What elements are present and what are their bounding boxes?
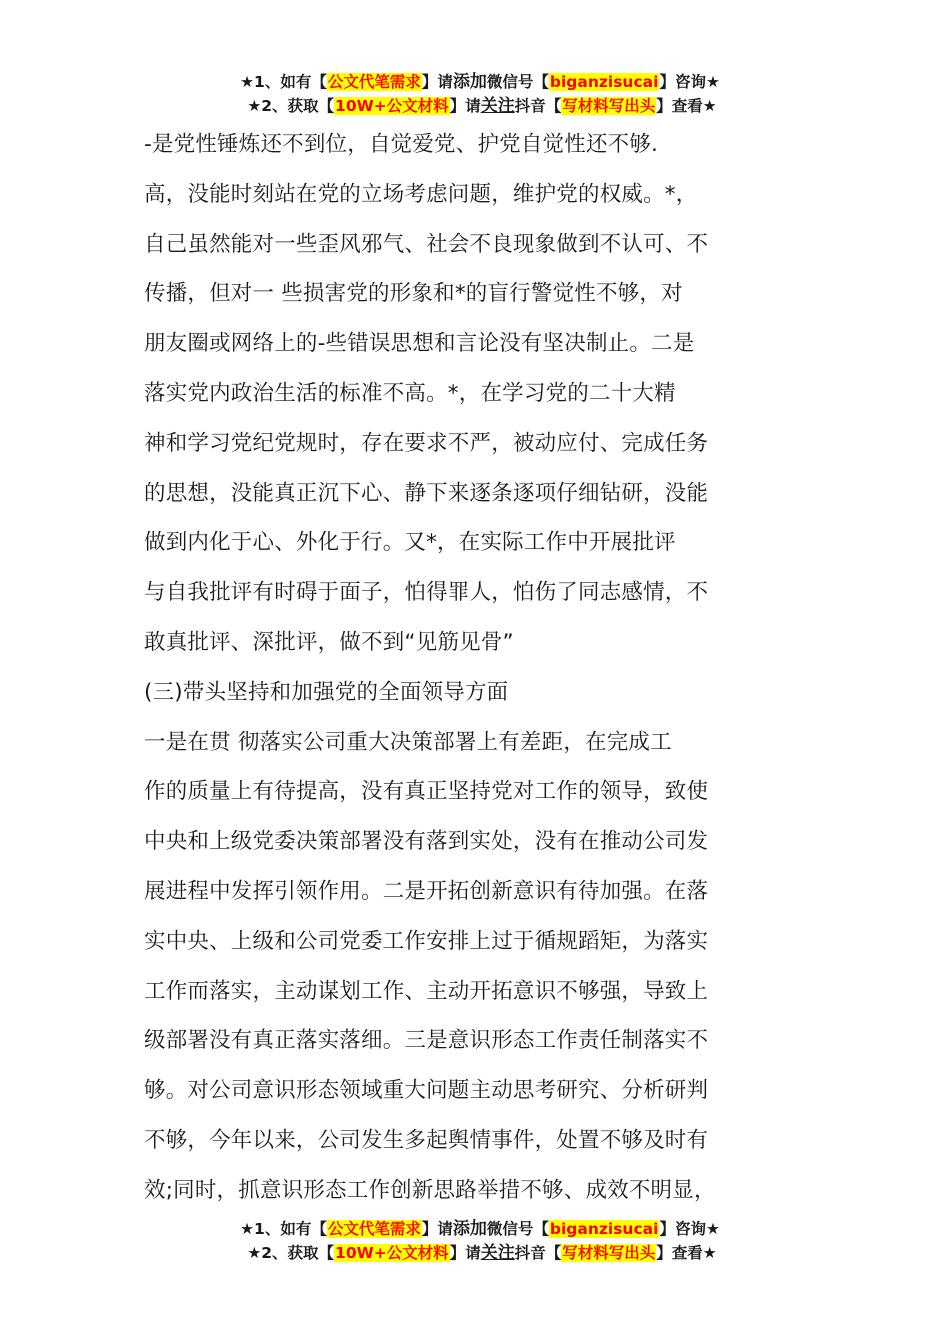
banner-line-1-emphasis: 添加 bbox=[452, 72, 487, 92]
banner-line-1-prefix: ★1、如有【 bbox=[240, 73, 327, 91]
body-line: 神和学习党纪党规时，存在要求不严，被动应付、完成任务 bbox=[144, 430, 709, 456]
body-line: 传播，但对一 些损害党的形象和*的盲行警觉性不够，对 bbox=[144, 281, 683, 307]
body-line: 一是在贯 彻落实公司重大决策部署上有差距，在完成工 bbox=[144, 729, 672, 755]
body-line: 中央和上级党委决策部署没有落到实处，没有在推动公司发 bbox=[144, 829, 709, 855]
footer-line-1-prefix: ★1、如有【 bbox=[240, 1220, 327, 1238]
body-line: 的思想，没能真正沉下心、静下来逐条逐项仔细钻研，没能 bbox=[144, 480, 709, 506]
footer-line-1-suffix: 】咨询★ bbox=[659, 1220, 720, 1238]
banner-line-2-mid: 】请 bbox=[449, 97, 481, 115]
footer-line-1-highlight-service: 公文代笔需求 bbox=[327, 1220, 421, 1238]
body-line: 落实党内政治生活的标准不高。*，在学习党的二十大精 bbox=[144, 380, 676, 406]
footer-line-2-highlight-douyin: 写材料写出头 bbox=[562, 1244, 656, 1262]
body-line: 与自我批评有时碍于面子，怕得罪人，怕伤了同志感情，不 bbox=[144, 580, 709, 606]
banner-line-2-prefix: ★2、获取【 bbox=[247, 97, 335, 115]
body-line: 敢真批评、深批评，做不到“见筋见骨” bbox=[144, 629, 514, 655]
footer-line-2-suffix: 】查看★ bbox=[656, 1244, 717, 1262]
banner-line-1-highlight-service: 公文代笔需求 bbox=[327, 73, 421, 91]
footer-line-2-mid: 】请 bbox=[449, 1244, 481, 1262]
footer-line-2-mid2: 抖音【 bbox=[514, 1244, 562, 1262]
body-line: 实中央、上级和公司党委工作安排上过于循规蹈矩，为落实 bbox=[144, 928, 709, 954]
banner-line-1 bbox=[0, 70, 950, 94]
body-line: 够。对公司意识形态领域重大问题主动思考研究、分析研判 bbox=[144, 1078, 709, 1104]
body-line: 级部署没有真正落实落细。三是意识形态工作责任制落实不 bbox=[144, 1028, 709, 1054]
body-line: 高，没能时刻站在党的立场考虑问题，维护党的权威。*， bbox=[144, 181, 698, 207]
body-line: 展进程中发挥引领作用。二是开拓创新意识有待加强。在落 bbox=[144, 878, 709, 904]
document-body bbox=[144, 120, 744, 1216]
footer-line-2-prefix: ★2、获取【 bbox=[247, 1244, 335, 1262]
footer-line-1-emphasis: 添加 bbox=[452, 1219, 487, 1239]
banner-line-1-mid2: 微信号【 bbox=[486, 73, 549, 91]
body-line: 作的质量上有待提高，没有真正坚持党对工作的领导，致使 bbox=[144, 779, 709, 805]
banner-line-2-highlight-douyin: 写材料写出头 bbox=[562, 97, 656, 115]
footer-line-2-emphasis: 关注 bbox=[480, 1243, 515, 1263]
section-heading: (三)带头坚持和加强党的全面领导方面 bbox=[144, 679, 509, 705]
banner-line-2-suffix: 】查看★ bbox=[656, 97, 717, 115]
footer-line-1-mid2: 微信号【 bbox=[486, 1220, 549, 1238]
banner-line-2-highlight-materials: 10W+公文材料 bbox=[335, 97, 449, 115]
footer-banner-line-2 bbox=[0, 1241, 950, 1265]
footer-line-1-highlight-wechat: biganzisucai bbox=[549, 1220, 659, 1238]
banner-line-2-emphasis: 关注 bbox=[480, 96, 515, 116]
footer-line-1-mid: 】请 bbox=[421, 1220, 453, 1238]
header-banner bbox=[0, 70, 950, 118]
banner-line-1-highlight-wechat: biganzisucai bbox=[549, 73, 659, 91]
body-line: 效;同时，抓意识形态工作创新思路举措不够、成效不明显， bbox=[144, 1177, 716, 1203]
body-line: 做到内化于心、外化于行。又*，在实际工作中开展批评 bbox=[144, 530, 676, 556]
body-line: -是党性锤炼还不到位，自觉爱党、护党自觉性还不够. bbox=[144, 132, 659, 157]
body-line: 朋友圈或网络上的-些错误思想和言论没有坚决制止。二是 bbox=[144, 331, 695, 357]
banner-line-2 bbox=[0, 94, 950, 118]
body-line: 不够，今年以来，公司发生多起舆情事件，处置不够及时有 bbox=[144, 1127, 709, 1153]
body-line: 工作而落实，主动谋划工作、主动开拓意识不够强，导致上 bbox=[144, 978, 709, 1004]
footer-banner-line-1 bbox=[0, 1217, 950, 1241]
banner-line-1-mid: 】请 bbox=[421, 73, 453, 91]
banner-line-1-suffix: 】咨询★ bbox=[659, 73, 720, 91]
body-line: 自己虽然能对一些歪风邪气、社会不良现象做到不认可、不 bbox=[144, 231, 709, 257]
footer-banner bbox=[0, 1217, 950, 1265]
banner-line-2-mid2: 抖音【 bbox=[514, 97, 562, 115]
footer-line-2-highlight-materials: 10W+公文材料 bbox=[335, 1244, 449, 1262]
